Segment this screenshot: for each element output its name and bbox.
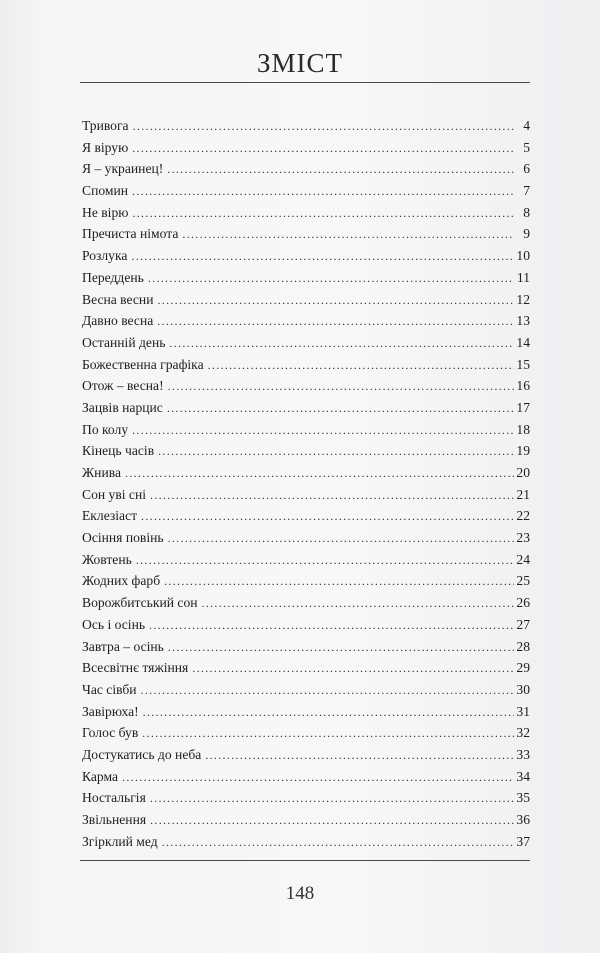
toc-entry xyxy=(82,592,530,614)
toc-entry-title: Тривога xyxy=(82,118,129,133)
toc-entry-page: 19 xyxy=(516,443,530,459)
toc-entry xyxy=(82,614,530,636)
toc-entry-page: 30 xyxy=(516,681,530,697)
toc-entry-title: По колу xyxy=(82,421,129,437)
toc-dot-leader xyxy=(122,767,514,789)
toc-entry-page: 9 xyxy=(523,226,530,242)
toc-dot-leader xyxy=(125,463,514,485)
toc-entry-page: 11 xyxy=(516,269,530,285)
toc-entry xyxy=(82,809,530,831)
toc-entry-page: 33 xyxy=(516,746,530,762)
toc-entry xyxy=(82,158,530,180)
toc-entry-page: 6 xyxy=(523,161,530,177)
toc-entry xyxy=(82,332,530,354)
toc-entry-page: 12 xyxy=(516,291,530,307)
toc-entry-title: Згірклий мед xyxy=(82,833,158,849)
toc-entry-title: Я – украинец! xyxy=(82,161,164,177)
toc-dot-leader xyxy=(136,550,514,572)
toc-entry xyxy=(82,570,530,592)
toc-dot-leader xyxy=(143,702,514,724)
toc-entry-page: 26 xyxy=(516,595,530,611)
toc-entry-page: 22 xyxy=(516,508,530,524)
toc-entry-title: Я вірую xyxy=(82,139,129,155)
toc-entry-title: Жнива xyxy=(82,465,122,480)
toc-entry-page: 34 xyxy=(516,768,530,784)
toc-entry xyxy=(82,440,530,462)
toc-entry-title: Переддень xyxy=(82,269,144,285)
toc-entry-title: Осіння повінь xyxy=(82,530,164,546)
table-of-contents xyxy=(82,115,530,852)
toc-entry-title: Не вірю xyxy=(82,204,129,220)
toc-entry-page: 5 xyxy=(523,139,530,155)
toc-dot-leader xyxy=(132,420,514,442)
toc-entry-title: Останній день xyxy=(82,334,166,350)
toc-entry xyxy=(82,744,530,766)
toc-dot-leader xyxy=(150,485,514,507)
toc-entry-page: 10 xyxy=(516,248,530,264)
toc-entry-page: 24 xyxy=(516,551,530,567)
toc-entry xyxy=(82,202,530,224)
toc-dot-leader xyxy=(157,311,514,333)
toc-entry-title: Отож – весна! xyxy=(82,378,164,394)
toc-entry xyxy=(82,831,530,853)
toc-entry xyxy=(82,245,530,267)
toc-entry xyxy=(82,223,530,245)
toc-dot-leader xyxy=(132,138,514,160)
toc-dot-leader xyxy=(162,832,514,854)
toc-entry-page: 32 xyxy=(516,725,530,741)
toc-entry-title: Кінець часів xyxy=(82,443,155,459)
toc-entry-page: 17 xyxy=(516,399,530,415)
toc-dot-leader xyxy=(168,528,514,550)
toc-entry-page: 36 xyxy=(516,812,530,827)
toc-dot-leader xyxy=(150,810,514,832)
toc-entry-title: Спомин xyxy=(82,183,129,199)
toc-entry-title: Розлука xyxy=(82,248,128,264)
toc-entry xyxy=(82,484,530,506)
toc-entry-title: Всесвітнє тяжіння xyxy=(82,660,189,676)
toc-entry-title: Зацвів нарцис xyxy=(82,399,163,415)
toc-entry xyxy=(82,549,530,571)
toc-entry xyxy=(82,505,530,527)
toc-entry-title: Карма xyxy=(82,768,119,784)
toc-entry-page: 27 xyxy=(516,616,530,632)
toc-dot-leader xyxy=(167,398,514,420)
toc-entry-page: 21 xyxy=(516,486,530,502)
toc-entry-title: Жовтень xyxy=(82,551,132,567)
toc-entry-title: Жодних фарб xyxy=(82,573,161,589)
toc-dot-leader xyxy=(182,224,514,246)
toc-dot-leader xyxy=(167,159,514,181)
toc-entry-page: 13 xyxy=(516,313,530,329)
toc-entry-page: 15 xyxy=(516,356,530,372)
toc-entry xyxy=(82,115,530,137)
toc-entry-title: Ностальгія xyxy=(82,790,146,806)
toc-entry-page: 35 xyxy=(516,790,530,806)
toc-entry xyxy=(82,462,530,484)
toc-entry xyxy=(82,354,530,376)
toc-entry-page: 31 xyxy=(516,703,530,719)
toc-dot-leader xyxy=(192,658,514,680)
bottom-rule xyxy=(80,860,530,861)
toc-entry xyxy=(82,180,530,202)
toc-dot-leader xyxy=(132,181,514,203)
toc-dot-leader xyxy=(164,571,514,593)
toc-dot-leader xyxy=(132,203,514,225)
toc-entry-title: Давно весна xyxy=(82,313,154,329)
toc-entry xyxy=(82,419,530,441)
toc-entry xyxy=(82,636,530,658)
toc-entry-page: 25 xyxy=(516,573,530,589)
toc-entry-page: 28 xyxy=(516,638,530,654)
toc-entry xyxy=(82,397,530,419)
toc-entry xyxy=(82,137,530,159)
toc-dot-leader xyxy=(157,290,514,312)
toc-entry-title: Достукатись до неба xyxy=(82,746,202,762)
toc-entry-page: 8 xyxy=(523,204,530,220)
toc-entry xyxy=(82,657,530,679)
toc-dot-leader xyxy=(133,116,514,138)
toc-entry-title: Голос був xyxy=(82,725,139,741)
toc-dot-leader xyxy=(149,615,514,637)
toc-entry-title: Сон уві сні xyxy=(82,486,147,502)
toc-entry-page: 7 xyxy=(523,183,530,199)
toc-dot-leader xyxy=(205,745,514,767)
toc-entry-title: Звільнення xyxy=(82,812,147,827)
page-title: ЗМІСТ xyxy=(256,48,344,78)
toc-entry xyxy=(82,722,530,744)
toc-entry-title: Ось і осінь xyxy=(82,616,146,632)
toc-entry xyxy=(82,289,530,311)
toc-entry xyxy=(82,375,530,397)
toc-entry-page: 23 xyxy=(516,530,530,546)
toc-entry xyxy=(82,679,530,701)
toc-entry-title: Божественна графіка xyxy=(82,356,204,372)
page-number: 148 xyxy=(285,883,315,904)
toc-dot-leader xyxy=(168,637,514,659)
toc-entry-page: 16 xyxy=(516,378,530,394)
toc-entry xyxy=(82,787,530,809)
toc-entry xyxy=(82,310,530,332)
toc-entry-title: Завірюха! xyxy=(82,703,139,719)
toc-entry xyxy=(82,701,530,723)
toc-entry-page: 18 xyxy=(516,421,530,437)
toc-entry-page: 29 xyxy=(516,660,530,676)
top-rule xyxy=(80,82,530,83)
toc-entry xyxy=(82,267,530,289)
toc-entry-title: Пречиста німота xyxy=(82,226,179,242)
toc-entry xyxy=(82,766,530,788)
toc-dot-leader xyxy=(131,246,514,268)
toc-entry-title: Завтра – осінь xyxy=(82,638,164,654)
toc-dot-leader xyxy=(141,680,514,702)
toc-entry-title: Ворожбитський сон xyxy=(82,595,198,611)
toc-entry-page: 4 xyxy=(523,118,530,133)
toc-dot-leader xyxy=(168,376,514,398)
toc-entry-title: Весна весни xyxy=(82,291,154,307)
toc-dot-leader xyxy=(169,333,514,355)
toc-dot-leader xyxy=(158,441,514,463)
toc-dot-leader xyxy=(208,355,514,377)
toc-dot-leader xyxy=(141,506,514,528)
toc-entry xyxy=(82,527,530,549)
toc-entry-page: 14 xyxy=(516,334,530,350)
toc-dot-leader xyxy=(150,788,514,810)
toc-dot-leader xyxy=(142,723,514,745)
toc-entry-title: Час сівби xyxy=(82,681,137,697)
toc-entry-page: 37 xyxy=(516,833,530,849)
toc-entry-title: Еклезіаст xyxy=(82,508,138,524)
toc-dot-leader xyxy=(148,268,514,290)
toc-dot-leader xyxy=(202,593,514,615)
toc-entry-page: 20 xyxy=(516,465,530,480)
